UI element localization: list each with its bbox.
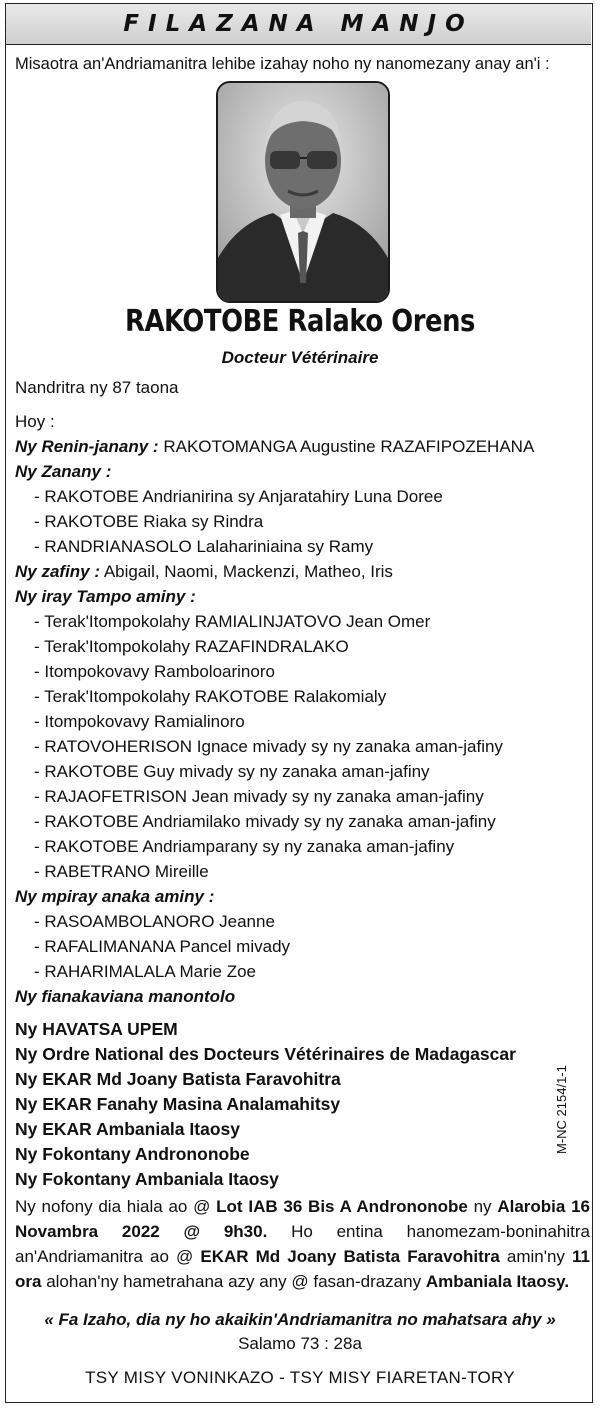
widow-label: Ny Renin-janany : <box>15 437 159 456</box>
extended-family: Ny fianakaviana manontolo <box>15 987 236 1006</box>
list-item: - RASOAMBOLANORO Jeanne <box>34 912 275 931</box>
hoy-label: Hoy : <box>15 412 55 431</box>
list-item: - RAKOTOBE Andriamparany sy ny zanaka aman-jafiny <box>34 837 455 856</box>
widow-line <box>15 437 534 457</box>
funeral-location: Lot IAB 36 Bis A Andrononobe <box>216 1197 468 1216</box>
deceased-profession: Docteur Vétérinaire <box>221 348 379 367</box>
list-item: - Terak'Itompokolahy RAZAFINDRALAKO <box>34 637 349 656</box>
list-item: - RAJAOFETRISON Jean mivady sy ny zanaka aman-jafiny <box>34 787 484 806</box>
grandchildren-line <box>15 562 393 582</box>
children-label: Ny Zanany : <box>15 462 112 481</box>
list-item: - RANDRIANASOLO Lalahariniaina sy Ramy <box>34 537 374 556</box>
list-item: - Itompokovavy Ramialinoro <box>34 712 245 731</box>
widow-value: RAKOTOMANGA Augustine RAZAFIPOZEHANA <box>163 437 535 456</box>
organization-item: Ny EKAR Md Joany Batista Faravohitra <box>15 1069 341 1089</box>
funeral-church: EKAR Md Joany Batista Faravohitra <box>200 1247 500 1266</box>
funeral-date: Alarobia 16 Novambra 2022 @ 9h30. <box>15 1197 590 1241</box>
organization-item: Ny HAVATSA UPEM <box>15 1019 178 1039</box>
bible-reference: Salamo 73 : 28a <box>238 1334 362 1353</box>
organization-item: Ny Fokontany Andrononobe <box>15 1144 250 1164</box>
notice-frame <box>5 3 593 1403</box>
list-item: - RATOVOHERISON Ignace mivady sy ny zanaka aman-jafiny <box>34 737 503 756</box>
intro-text: Misaotra an'Andriamanitra lehibe izahay noho ny nanomezany anay an'i : <box>15 55 550 73</box>
grandchildren-value: Abigail, Naomi, Mackenzi, Matheo, Iris <box>103 562 393 581</box>
deceased-name: RAKOTOBE Ralako Orens <box>125 304 475 339</box>
funeral-burial: Ambaniala Itaosy. <box>425 1272 570 1291</box>
list-item: - RAFALIMANANA Pancel mivady <box>34 937 291 956</box>
funeral-text: ny <box>467 1197 498 1216</box>
organization-item: Ny EKAR Ambaniala Itaosy <box>15 1119 240 1139</box>
funeral-text: Ny nofony dia hiala ao @ <box>15 1197 217 1216</box>
age-line: Nandritra ny 87 taona <box>15 378 179 397</box>
bible-quote: « Fa Izaho, dia ny ho akaikin'Andriamanitra no mahatsara ahy » <box>44 1310 556 1329</box>
funeral-text: alohan'ny hametrahana azy any @ fasan-drazany <box>41 1272 426 1291</box>
funeral-paragraph <box>15 1194 590 1294</box>
portrait-image <box>218 83 388 301</box>
cousins-label: Ny mpiray anaka aminy : <box>15 887 215 906</box>
list-item: - RAKOTOBE Riaka sy Rindra <box>34 512 264 531</box>
grandchildren-label: Ny zafiny : <box>15 562 101 581</box>
funeral-text: amin'ny <box>499 1247 573 1266</box>
list-item: - RABETRANO Mireille <box>34 862 209 881</box>
list-item: - RAKOTOBE Guy mivady sy ny zanaka aman-jafiny <box>34 762 430 781</box>
organization-item: Ny Ordre National des Docteurs Vétérinaires de Madagascar <box>15 1044 516 1064</box>
organization-item: Ny EKAR Fanahy Masina Analamahitsy <box>15 1094 341 1114</box>
list-item: - Itompokovavy Ramboloarinoro <box>34 662 275 681</box>
list-item: - RAHARIMALALA Marie Zoe <box>34 962 257 981</box>
organization-item: Ny Fokontany Ambaniala Itaosy <box>15 1169 279 1189</box>
funeral-text: Ho entina hanomezam-boninahitra an'Andriamanitra ao @ <box>15 1222 590 1266</box>
list-item: - Terak'Itompokolahy RAKOTOBE Ralakomialy <box>34 687 387 706</box>
siblings-label: Ny iray Tampo aminy : <box>15 587 196 606</box>
notice-banner: FILAZANA MANJO <box>6 4 591 45</box>
footer-note: TSY MISY VONINKAZO - TSY MISY FIARETAN-TORY <box>85 1368 515 1387</box>
list-item: - Terak'Itompokolahy RAMIALINJATOVO Jean Omer <box>34 612 431 631</box>
list-item: - RAKOTOBE Andriamilako mivady sy ny zanaka aman-jafiny <box>34 812 496 831</box>
list-item: - RAKOTOBE Andrianirina sy Anjaratahiry Luna Doree <box>34 487 443 506</box>
funeral-time: 11 ora <box>15 1247 590 1291</box>
portrait-photo <box>216 81 390 303</box>
reference-code: M-NC 2154/1-1 <box>554 1065 569 1154</box>
